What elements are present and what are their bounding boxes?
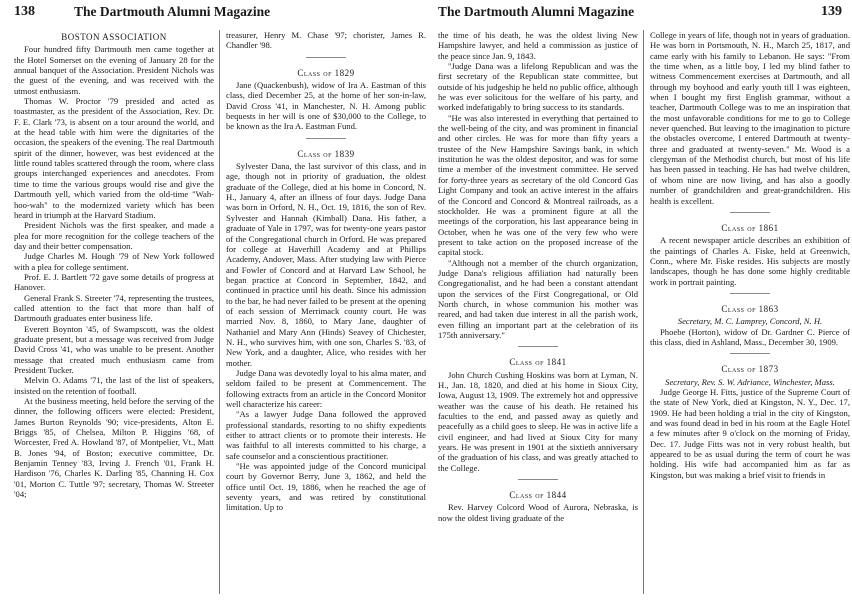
- section-rule: [518, 479, 558, 480]
- section-rule: [730, 293, 770, 294]
- class-heading: Class of 1844: [509, 490, 567, 501]
- section-heading: BOSTON ASSOCIATION: [61, 32, 167, 42]
- paragraph: "Although not a member of the church organization, Judge Dana's religious affiliation had naturally been Congregationalist, and he had been a constant attendant upon the services of the First Congregational, or Old North church, in whose communion his mother was reared, and had taken due interest in all the parish work, even filling an important part at the celebration of its 175th anniversary.": [438, 257, 638, 340]
- class-secretary: Secretary, M. C. Lamprey, Concord, N. H.: [677, 316, 823, 327]
- column-divider: [643, 30, 644, 594]
- column-1: [438, 30, 638, 600]
- paragraph: the time of his death, he was the oldest living New Hampshire lawyer, and held a commission as justice of the peace since Jan. 9, 1843.: [438, 30, 638, 61]
- paragraph: Judge George H. Fitts, justice of the Supreme Court of the state of New York, died at Kingston, N. Y., Dec. 17, 1909. He had been holding a trial in the city of Kingston, and was found dead in bed in his room at the Eagle Hotel a few minutes after 9 o'clock on the morning of Friday, Dec. 17. Judge Fitts was not in very robust health, but appeared to be as usual during the term of court he was holding. His wife had accompanied him as far as Kingston, but was making a brief visit to friends in: [650, 386, 850, 480]
- paragraph: "As a lawyer Judge Dana followed the approved professional standards, resorting to no shifty expedients either to attract clients or to promote their interests. He was faithful to all interests committed to his charge, a safe counselor and a conscientious practitioner.: [226, 409, 426, 461]
- paragraph: President Nichols was the first speaker, and made a plea for more recognition for the college teachers of the day and their better compensation.: [14, 220, 214, 251]
- paragraph: "He was appointed judge of the Concord municipal court by Governor Berry, June 3, 1862, and held the office until Oct. 19, 1886, when he reached the age of seventy years, and was retired by constitutional limitation. Up to: [226, 461, 426, 513]
- page-number: 138: [14, 4, 35, 19]
- left-page-columns: [14, 30, 426, 600]
- section-rule: [730, 212, 770, 213]
- running-title: The Dartmouth Alumni Magazine: [438, 4, 635, 19]
- paragraph: Judge Charles M. Hough '79 of New York followed with a plea for college sentiment.: [14, 251, 214, 272]
- left-page: [14, 0, 426, 600]
- running-title: The Dartmouth Alumni Magazine: [74, 4, 271, 19]
- class-heading: Class of 1829: [297, 67, 355, 78]
- paragraph: Everett Boynton '45, of Swampscott, was the oldest graduate present, but a message was received from Judge David Cross '41, who was unable to be present. Another message that created much enthusiasm came from President Tucker.: [14, 323, 214, 375]
- section-rule: [730, 353, 770, 354]
- column-divider: [219, 30, 220, 594]
- right-page-header: [438, 4, 842, 26]
- column-1: [14, 30, 214, 600]
- section-rule: [306, 57, 346, 58]
- paragraph: John Church Cushing Hoskins was born at Lyman, N. H., Jan. 18, 1820, and died at his home in Sioux City, Iowa, August 13, 1909. The extremely hot and oppressive weather was the cause of his death. He retained his faculties to the end, and passed away as quietly and peacefully as a child goes to sleep. He was in active life a civil engineer, and had lived at Sioux City for many years. He was present in 1901 at the sixtieth anniversary of the graduation of his class, and was greatly attached to the College.: [438, 369, 638, 473]
- paragraph: Phoebe (Horton), widow of Dr. Gardner C. Pierce of this class, died in Ashland, Mass., December 30, 1909.: [650, 326, 850, 347]
- paragraph: Judge Dana was devotedly loyal to his alma mater, and seldom failed to be present at Commencement. The following extracts from an article in the Concord Monitor well characterize his career:: [226, 367, 426, 409]
- column-2: [226, 30, 426, 600]
- section-rule: [518, 346, 558, 347]
- paragraph: Prof. E. J. Bartlett '72 gave some details of progress at Hanover.: [14, 271, 214, 293]
- paragraph: A recent newspaper article describes an exhibition of the paintings of Charles A. Fiske, held at Greenwich, Conn., where Mr. Fiske resides. His subjects are mostly landscapes, though he has done some highly creditable work in portrait painting.: [650, 235, 850, 287]
- paragraph: College in years of life, though not in years of graduation. He was born in Portsmouth, N. H., March 25, 1817, and came early with his family to Lebanon. He says: "From the time when, as a little boy, I led my blind father to witness Commencement exercises at Dartmouth, and all through my boyhood and early youth till I was eighteen, when I bought my first English grammar, without a teacher, Dartmouth College was to me an inspiration that the most unfavorable conditions for me to go to College never quenched. But leaving to the imagination to picture the obstacles overcome, I entered Dartmouth at twenty-three and graduated at twenty-seven." Mr. Wood is a clergyman of the Methodist church, but most of his life has been passed in teaching. He has had twelve children, of whom nine are now living, and has also a goodly number of grandchildren and great-grandchildren. His health is excellent.: [650, 30, 850, 206]
- page-number: 139: [821, 4, 842, 19]
- column-2: [650, 30, 850, 600]
- class-heading: Class of 1873: [721, 364, 779, 375]
- section-rule: [306, 138, 346, 139]
- paragraph: treasurer, Henry M. Chase '97; chorister, James R. Chandler '98.: [226, 30, 426, 51]
- left-page-header: [14, 4, 418, 26]
- paragraph: "He was also interested in everything that pertained to the well-being of the city, and was prominent in financial and other circles. He was for more than fifty years a trustee of the New Hampshire Savings bank, in which institution he was the oldest depositor, and was for some time a member of the investment committee. He served for forty-three years as secretary of the old Concord Gas Light Company and took an active interest in the affairs of the Concord and Concord & Montreal railroads, as a stockholder. He was a prominent figure at all the meetings of the corporation, his last appearance being in October, when he was one of the very few who were present to take action on the proposed increase of the capital stock.: [438, 112, 638, 258]
- class-secretary: Secretary, Rev. S. W. Adriance, Winchester, Mass.: [665, 376, 835, 387]
- paragraph: "Judge Dana was a lifelong Republican and was the first secretary of the Republican state committee, but outside of his judgeship he held no public office, although he was ever solicitous for the welfare of his party, and worked indefatigably to bring success to its standards.: [438, 61, 638, 113]
- class-heading: Class of 1863: [721, 303, 779, 314]
- paragraph: Melvin O. Adams '71, the last of the list of speakers, insisted on the retention of football.: [14, 375, 214, 396]
- paragraph: Sylvester Dana, the last survivor of this class, and in age, though not in priority of graduation, the oldest graduate of the College, died at his home in Concord, N. H., January 4, after an illness of four days. Judge Dana was born in Orford, N. H., Oct. 19, 1816, the son of Rev. Sylvester and Hannah (Kimball) Dana. His father, a graduate of Yale in 1797, was for twenty-one years pastor of the Congregational church in Orford. He was prepared for college at Haverhill Academy and at Phillips Academy, Andover, Mass. After studying law with Pierce and Fowler of Concord and at Harvard Law School, he began practice at Concord in September, 1842, and continued in practice until his death. Since his admission to the bar, he had never failed to be present at the opening of each session of Merrimack county court. He was married Nov. 8, 1860, to Mary Jane, daughter of Nathaniel and Mary Ann (Hinds) Seavey of Chichester, N. H., who survives him, with one son, Charles S. '83, of New York, and a daughter, Alice, who resides with her mother.: [226, 161, 426, 368]
- paragraph: Jane (Quackenbush), widow of Ira A. Eastman of this class, died December 25, at the home of her son-in-law, David Cross '41, in Manchester, N. H. Among public bequests in her will is one of $30,000 to the College, to be known as the Ira A. Eastman Fund.: [226, 80, 426, 132]
- class-heading: Class of 1861: [721, 222, 779, 233]
- class-heading: Class of 1841: [509, 357, 567, 368]
- paragraph: General Frank S. Streeter '74, representing the trustees, called attention to the fact that more than half of Dartmouth graduates enter business life.: [14, 292, 214, 324]
- paragraph: At the business meeting, held before the serving of the dinner, the following officers were elected: President, James Burton Reynolds '90; vice-presidents, Alton E. Briggs '85, of Chelsea, Milton P. Higgins '68, of Worcester, Fred A. Howland '87, of Montpelier, Vt., Matt B. Jones '94, of Boston; executive committee, Dr. Benjamin Tenney '83, Irving J. French '01, Frank H. Hardison '76, Charles K. Darling '85, Channing H. Cox '01, Morton C. Tuttle '97; secretary, Thomas W. Streeter '04;: [14, 396, 214, 500]
- paragraph: Rev. Harvey Colcord Wood of Aurora, Nebraska, is now the oldest living graduate of the: [438, 502, 638, 523]
- class-heading: Class of 1839: [297, 148, 355, 159]
- paragraph: Four hundred fifty Dartmouth men came together at the Hotel Somerset on the evening of January 28 for the annual banquet of the Association. President Nichols was the guest of the evening, and was received with the utmost enthusiasm.: [14, 44, 214, 96]
- right-page: [438, 0, 850, 600]
- paragraph: Thomas W. Proctor '79 presided and acted as toastmaster, as the president of the Association, Rev. Dr. F. E. Clark '73, is absent on a tour around the world, and at the head table with him were the dignitaries of the occasion, the speakers of the evening. The real Dartmouth spirit of the dinner, however, was best evidenced at the little round tables scattered through the room, where class groups interchanged experiences and anecdotes. From time to time the various groups would rise and give the Dartmouth yell, which varied from the old-time "Wah-hoo-wah" to the modernized variety which has been heard in triumph at the Harvard Stadium.: [14, 96, 214, 220]
- right-page-columns: [438, 30, 850, 600]
